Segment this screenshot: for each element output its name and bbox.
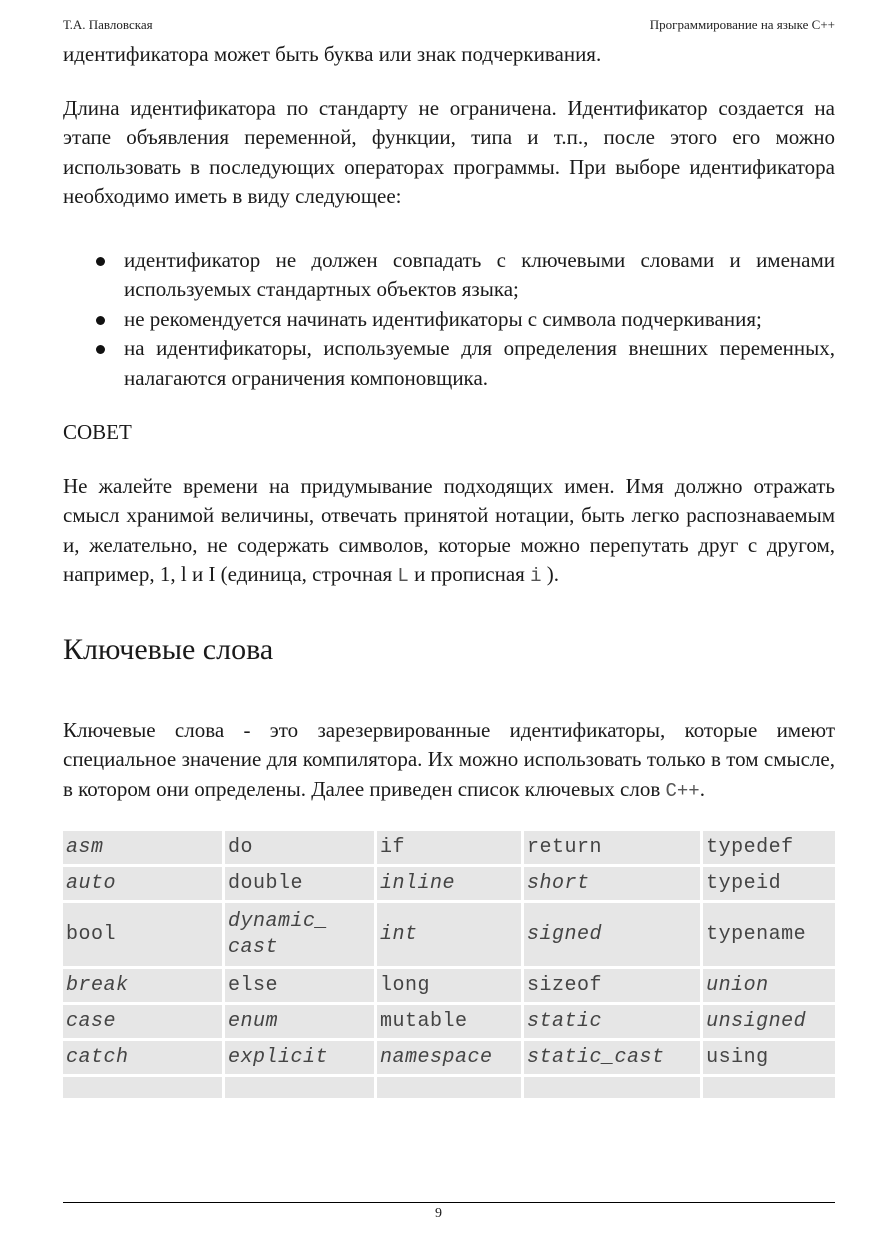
table-cell: explicit [225,1041,374,1074]
table-cell [63,1077,222,1098]
table-cell: enum [225,1005,374,1038]
table-cell: break [63,969,222,1002]
table-cell: unsigned [703,1005,835,1038]
table-cell: mutable [377,1005,521,1038]
table-cell: bool [63,903,222,966]
table-row [63,831,835,864]
footer-divider [63,1202,835,1203]
table-cell: inline [377,867,521,900]
table-cell: do [225,831,374,864]
section-intro-code: C++ [665,779,700,802]
table-cell: union [703,969,835,1002]
list-item [63,246,835,305]
bullet-icon [96,345,105,354]
table-cell: else [225,969,374,1002]
section-intro-after: . [699,776,705,801]
advice-label: СОВЕТ [63,420,132,444]
bullet-icon [96,257,105,266]
advice-paragraph [63,472,835,592]
section-intro-paragraph [63,716,835,807]
list-item-text: на идентификаторы, используемые для определения внешних переменных, налагаются ограничения компоновщика. [124,336,835,390]
table-cell: double [225,867,374,900]
list-item-text: не рекомендуется начинать идентификаторы с символа подчеркивания; [124,306,762,331]
section-intro-before: Ключевые слова - это зарезервированные идентификаторы, которые имеют специальное значение для компилятора. Их можно использовать только в том смысле, в котором они определены. Далее приведен список ключевых слов [63,717,835,801]
table-row [63,1041,835,1074]
list-item [63,305,835,335]
identifier-rules-list [63,246,835,394]
header-author: Т.А. Павловская [63,17,153,32]
table-cell: case [63,1005,222,1038]
table-cell: signed [524,903,700,966]
table-cell: namespace [377,1041,521,1074]
advice-code-i: i [530,565,542,587]
table-cell: using [703,1041,835,1074]
table-cell: dynamic_ cast [225,903,374,966]
table-cell: asm [63,831,222,864]
table-cell: return [524,831,700,864]
table-row [63,1077,835,1098]
list-item-text: идентификатор не должен совпадать с ключевыми словами и именами используемых стандартных объектов языка; [124,247,835,301]
advice-text-after: ). [541,562,559,586]
table-cell: typeid [703,867,835,900]
table-cell: catch [63,1041,222,1074]
advice-text-before: Не жалейте времени на придумывание подходящих имен. Имя должно отражать смысл хранимой величины, отвечать принятой нотации, быть легко распознаваемым и, желательно, не содержать символов, которые можно перепутать друг с другом, например, 1, l и I (единица, строчная [63,473,835,586]
table-cell: if [377,831,521,864]
table-cell: static [524,1005,700,1038]
table-row [63,969,835,1002]
advice-text-middle: и прописная [408,562,531,586]
table-cell: int [377,903,521,966]
table-cell [703,1077,835,1098]
paragraph-identifier-length: Длина идентификатора по стандарту не ограничена. Идентификатор создается на этапе объявления переменной, функции, типа и т.п., после этого его можно использовать в последующих операторах программы. При выборе идентификатора необходимо иметь в виду следующее: [63,95,835,208]
table-cell: short [524,867,700,900]
table-cell [377,1077,521,1098]
table-row [63,903,835,966]
bullet-icon [96,316,105,325]
table-cell: sizeof [524,969,700,1002]
page-number: 9 [435,1206,442,1221]
table-row [63,1005,835,1038]
keywords-table [60,828,838,1101]
table-cell: auto [63,867,222,900]
list-item [63,334,835,393]
advice-code-l: L [397,565,409,587]
page-header [63,17,835,33]
page-body [63,40,835,1101]
table-cell [524,1077,700,1098]
table-row [63,867,835,900]
table-cell: static_cast [524,1041,700,1074]
table-cell: long [377,969,521,1002]
header-book-title: Программирование на языке C++ [649,17,835,32]
paragraph-identifier-start: идентификатора может быть буква или знак подчеркивания. [63,42,602,66]
table-cell: typedef [703,831,835,864]
table-cell: typename [703,903,835,966]
section-title: Ключевые слова [63,632,274,666]
table-cell [225,1077,374,1098]
